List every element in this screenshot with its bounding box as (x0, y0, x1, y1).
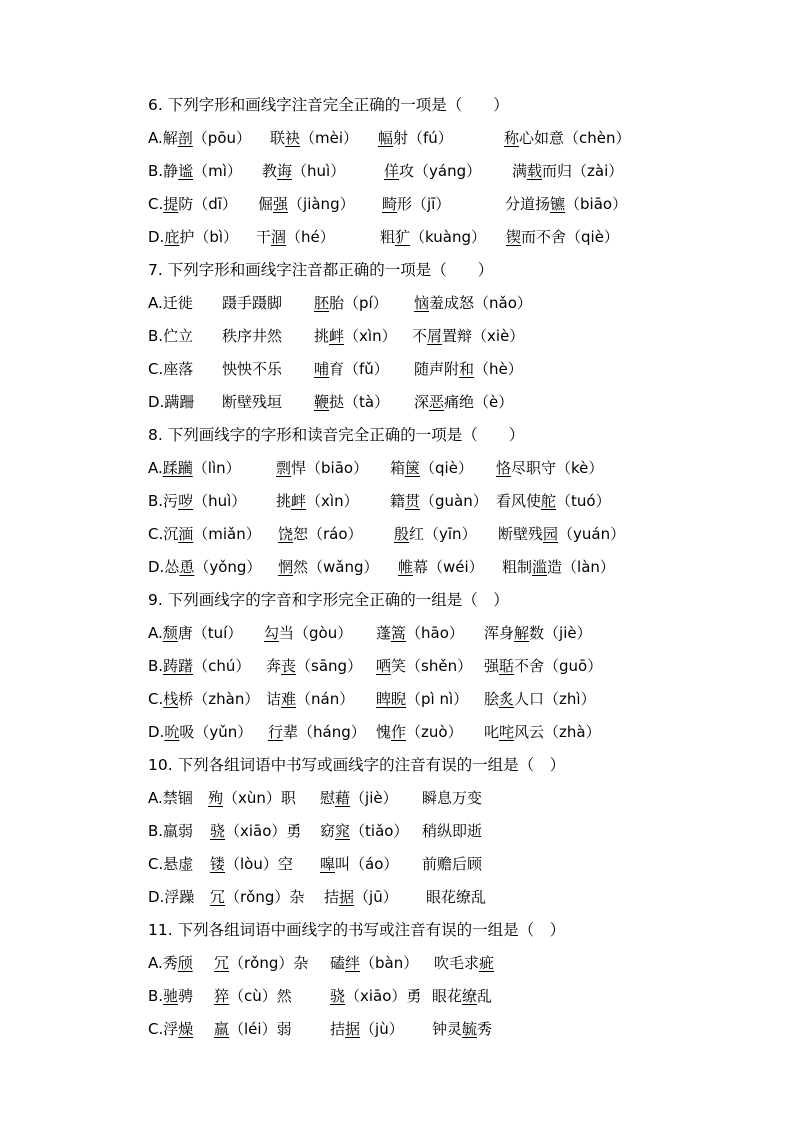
question-11-stem: 11. 下列各组词语中画线字的书写或注音有误的一组是（ ） (148, 921, 566, 939)
question-9-stem: 9. 下列画线字的字音和字形完全正确的一组是（ ） (148, 591, 509, 609)
question-6-stem: 6. 下列字形和画线字注音完全正确的一项是（ ） (148, 96, 509, 114)
question-8-stem: 8. 下列画线字的字形和读音完全正确的一项是（ ） (148, 426, 525, 444)
question-7-stem: 7. 下列字形和画线字注音都正确的一项是（ ） (148, 261, 494, 279)
document-page: 6. 下列字形和画线字注音完全正确的一项是（ ） A.解剖（pōu） 联袂（mèi） 幅射（fú） 称心如意（chèn） B.静谧（mì） 教诲（huì） 佯攻（yáng） 满载而归（zài） C.提防（dī） 倔强（jiàng） 畸形（jī） 分道扬镳（biāo） D.庇护（bì） 干涸（hé） 粗犷（kuàng） 锲而不舍（qiè） 7. 下列字形和画线字注音都正确的一项是（ ） A.迁徙 蹑手蹑脚 胚胎（pí） 恼羞成怒（nǎo） B.伫立 秩序井然 挑衅（xìn） 不屑置辩（xiè） C.座落 怏怏不乐 哺育（fǔ） 随声附和（hè） D.蹒跚 断壁残垣 鞭挞（tà） 深恶痛绝（è） 8. 下列画线字的字形和读音完全正确的一项是（ ） A.蹂躏（lìn） 剽悍（biāo） 箱箧（qiè） 恪尽职守（kè） B.污哕（huì） 挑衅（xìn） 籍贯（guàn） 看风使舵（tuó） C.沉湎（miǎn） 饶恕（ráo） 殷红（yīn） 断壁残园（yuán） D.怂恿（yǒng） 惘然（wǎng） 帷幕（wéi） 粗制滥造（làn） 9. 下列画线字的字音和字形完全正确的一组是（ ） A.颓唐（tuí） 勾当（gòu） 蓬篙（hāo） 浑身解数（jiè） B.踌躇（chú） 奔丧（sāng） 哂笑（shěn） 强聒不舍（guō） C.栈桥（zhàn） 诘难（nán） 睥睨（pì nì） 脍炙人口（zhì） D.吮吸（yǔn） 行辈（háng） 愧作（zuò） 叱咤风云（zhà） 10. 下列各组词语中书写或画线字的注音有误的一组是（ ） A.禁锢 殉（xùn）职 慰藉（jiè） 瞬息万变 B.羸弱 骁（xiāo）勇 窈窕（tiǎo） 稍纵即逝 C.悬虚 镂（lòu）空 嗥叫（áo） 前赡后顾 D.浮躁 冗（rǒng）杂 拮据（jū） 眼花缭乱 11. 下列各组词语中画线字的书写或注音有误的一组是（ ） A.秀颀 冗（rǒng）杂 磕绊（bàn） 吹毛求疵 B.驰骋 猝（cù）然 骁（xiāo）勇 眼花缭乱 C.浮燥 羸（léi）弱 拮据（jù） 钟灵毓秀 (0, 0, 794, 1123)
question-10-stem: 10. 下列各组词语中书写或画线字的注音有误的一组是（ ） (148, 756, 566, 774)
